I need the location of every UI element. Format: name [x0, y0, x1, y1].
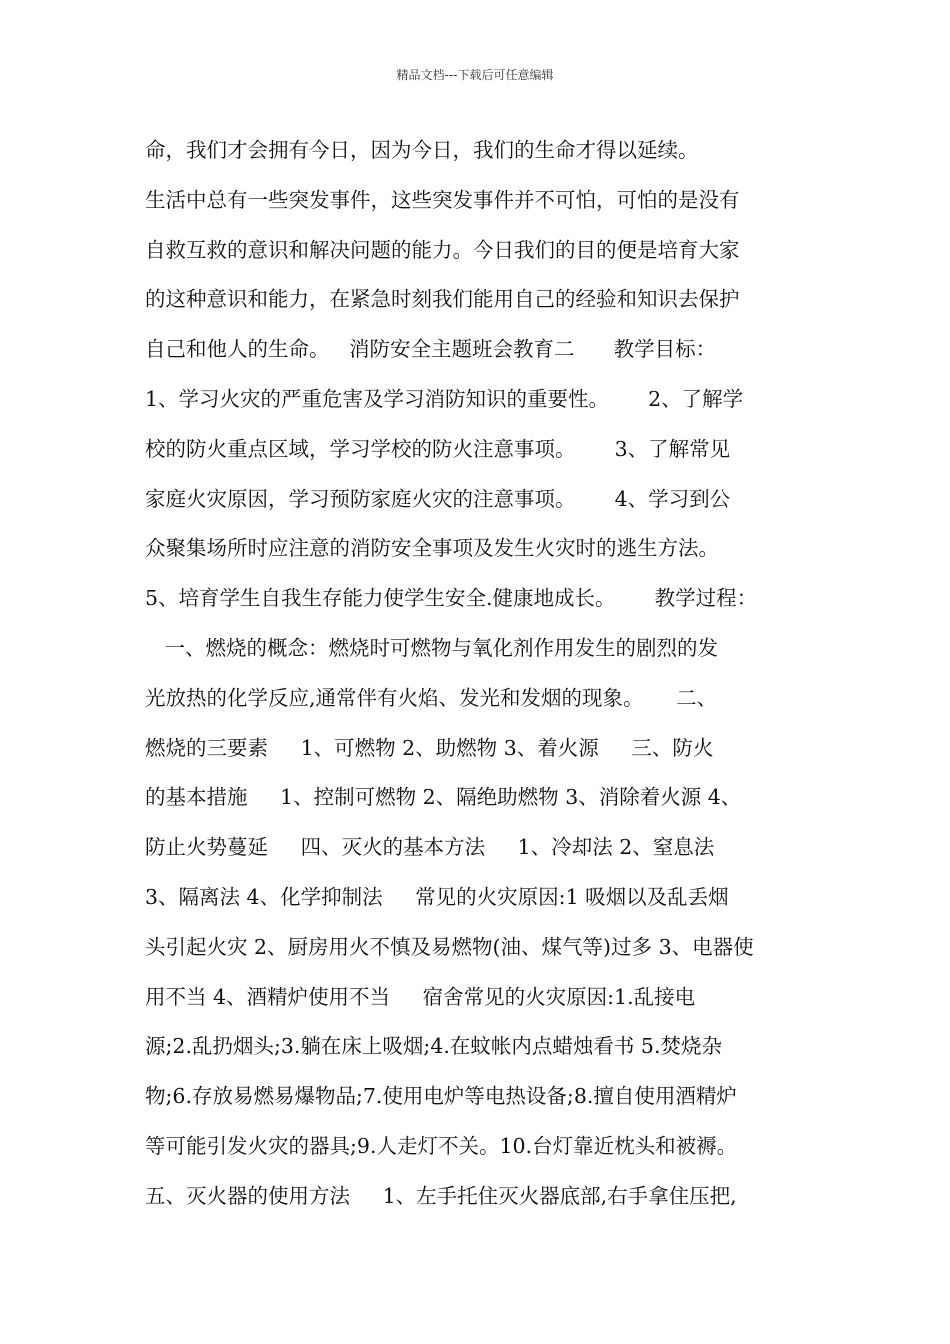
- text-line: 自己和他人的生命。 消防安全主题班会教育二 教学目标：: [145, 337, 717, 362]
- text-line: 光放热的化学反应,通常伴有火焰、发光和发烟的现象。 二、: [145, 685, 718, 710]
- text-line: 3、隔离法 4、化学抑制法 常见的火灾原因:1 吸烟以及乱丢烟: [145, 884, 729, 909]
- text-line: 头引起火灾 2、厨房用火不慎及易燃物(油、煤气等)过多 3、电器使: [145, 934, 754, 959]
- text-line: 的基本措施 1、控制可燃物 2、隔绝助燃物 3、消除着火源 4、: [145, 785, 742, 810]
- text-line: 等可能引发火灾的器具;9.人走灯不关。10.台灯靠近枕头和被褥。: [145, 1133, 738, 1158]
- text-line: 家庭火灾原因，学习预防家庭火灾的注意事项。 4、学习到公: [145, 486, 731, 511]
- page-header: 精品文档---下载后可任意编辑: [396, 68, 554, 82]
- text-line: 5、培育学生自我生存能力使学生安全.健康地成长。 教学过程：: [145, 586, 758, 611]
- text-line: 源;2.乱扔烟头;3.躺在床上吸烟;4.在蚊帐内点蜡烛看书 5.焚烧杂: [145, 1034, 722, 1059]
- text-line: 命，我们才会拥有今日，因为今日，我们的生命才得以延续。: [145, 138, 699, 162]
- text-line: 用不当 4、酒精炉使用不当 宿舍常见的火灾原因:1.乱接电: [145, 984, 696, 1009]
- text-line: 的这种意识和能力，在紧急时刻我们能用自己的经验和知识去保护: [145, 287, 740, 312]
- text-line: 自救互救的意识和解决问题的能力。今日我们的目的便是培育大家: [145, 237, 740, 262]
- text-line: 校的防火重点区域，学习学校的防火注意事项。 3、了解常见: [145, 436, 731, 461]
- text-line: 燃烧的三要素 1、可燃物 2、助燃物 3、着火源 三、防火: [145, 735, 714, 760]
- text-line: 防止火势蔓延 四、灭火的基本方法 1、冷却法 2、窒息法: [145, 835, 715, 860]
- text-line: 众聚集场所时应注意的消防安全事项及发生火灾时的逃生方法。: [145, 536, 719, 561]
- text-line: 五、灭火器的使用方法 1、左手托住灭火器底部,右手拿住压把,: [145, 1183, 737, 1208]
- text-line: 生活中总有一些突发事件，这些突发事件并不可怕，可怕的是没有: [145, 187, 740, 212]
- text-line: 1、学习火灾的严重危害及学习消防知识的重要性。 2、了解学: [145, 386, 744, 411]
- text-line: 物;6.存放易燃易爆物品;7.使用电炉等电热设备;8.擅自使用酒精炉: [145, 1084, 737, 1109]
- text-line: 一、燃烧的概念：燃烧时可燃物与氧化剂作用发生的剧烈的发: [145, 635, 719, 660]
- document-body: [145, 126, 815, 1222]
